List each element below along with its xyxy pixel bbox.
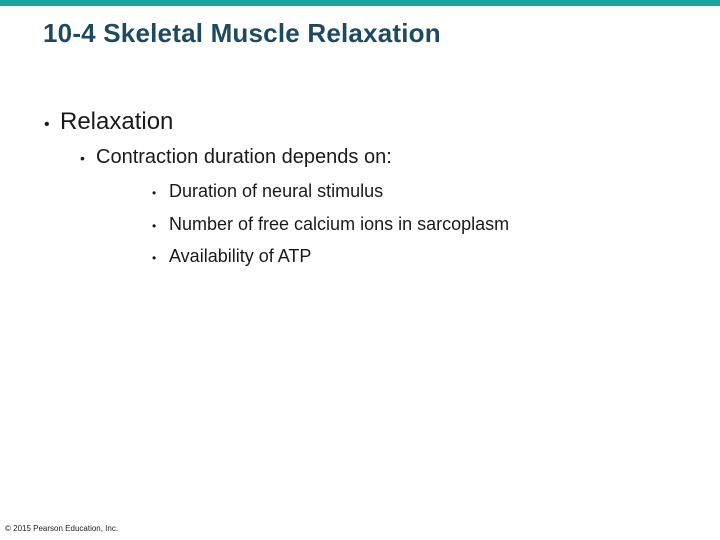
- bullet-dot-icon: •: [152, 186, 157, 200]
- copyright-footer: © 2015 Pearson Education, Inc.: [5, 524, 119, 533]
- bullet-level3-text: Duration of neural stimulus: [169, 181, 384, 201]
- bullet-level1: [44, 108, 173, 136]
- bullet-level3-item: [152, 181, 383, 202]
- bullet-dot-icon: •: [44, 116, 50, 133]
- top-accent-bar: [0, 0, 720, 6]
- bullet-level3-text: Availability of ATP: [169, 246, 312, 266]
- bullet-dot-icon: •: [80, 150, 85, 166]
- slide-title: 10-4 Skeletal Muscle Relaxation: [43, 18, 441, 48]
- bullet-level2-text: Contraction duration depends on:: [96, 146, 392, 168]
- bullet-dot-icon: •: [152, 219, 157, 233]
- bullet-dot-icon: •: [152, 251, 157, 265]
- bullet-level2: [80, 146, 392, 169]
- bullet-level3-item: [152, 214, 509, 235]
- bullet-level3-item: [152, 246, 311, 267]
- bullet-level1-text: Relaxation: [60, 108, 174, 135]
- bullet-level3-text: Number of free calcium ions in sarcoplasm: [169, 214, 510, 234]
